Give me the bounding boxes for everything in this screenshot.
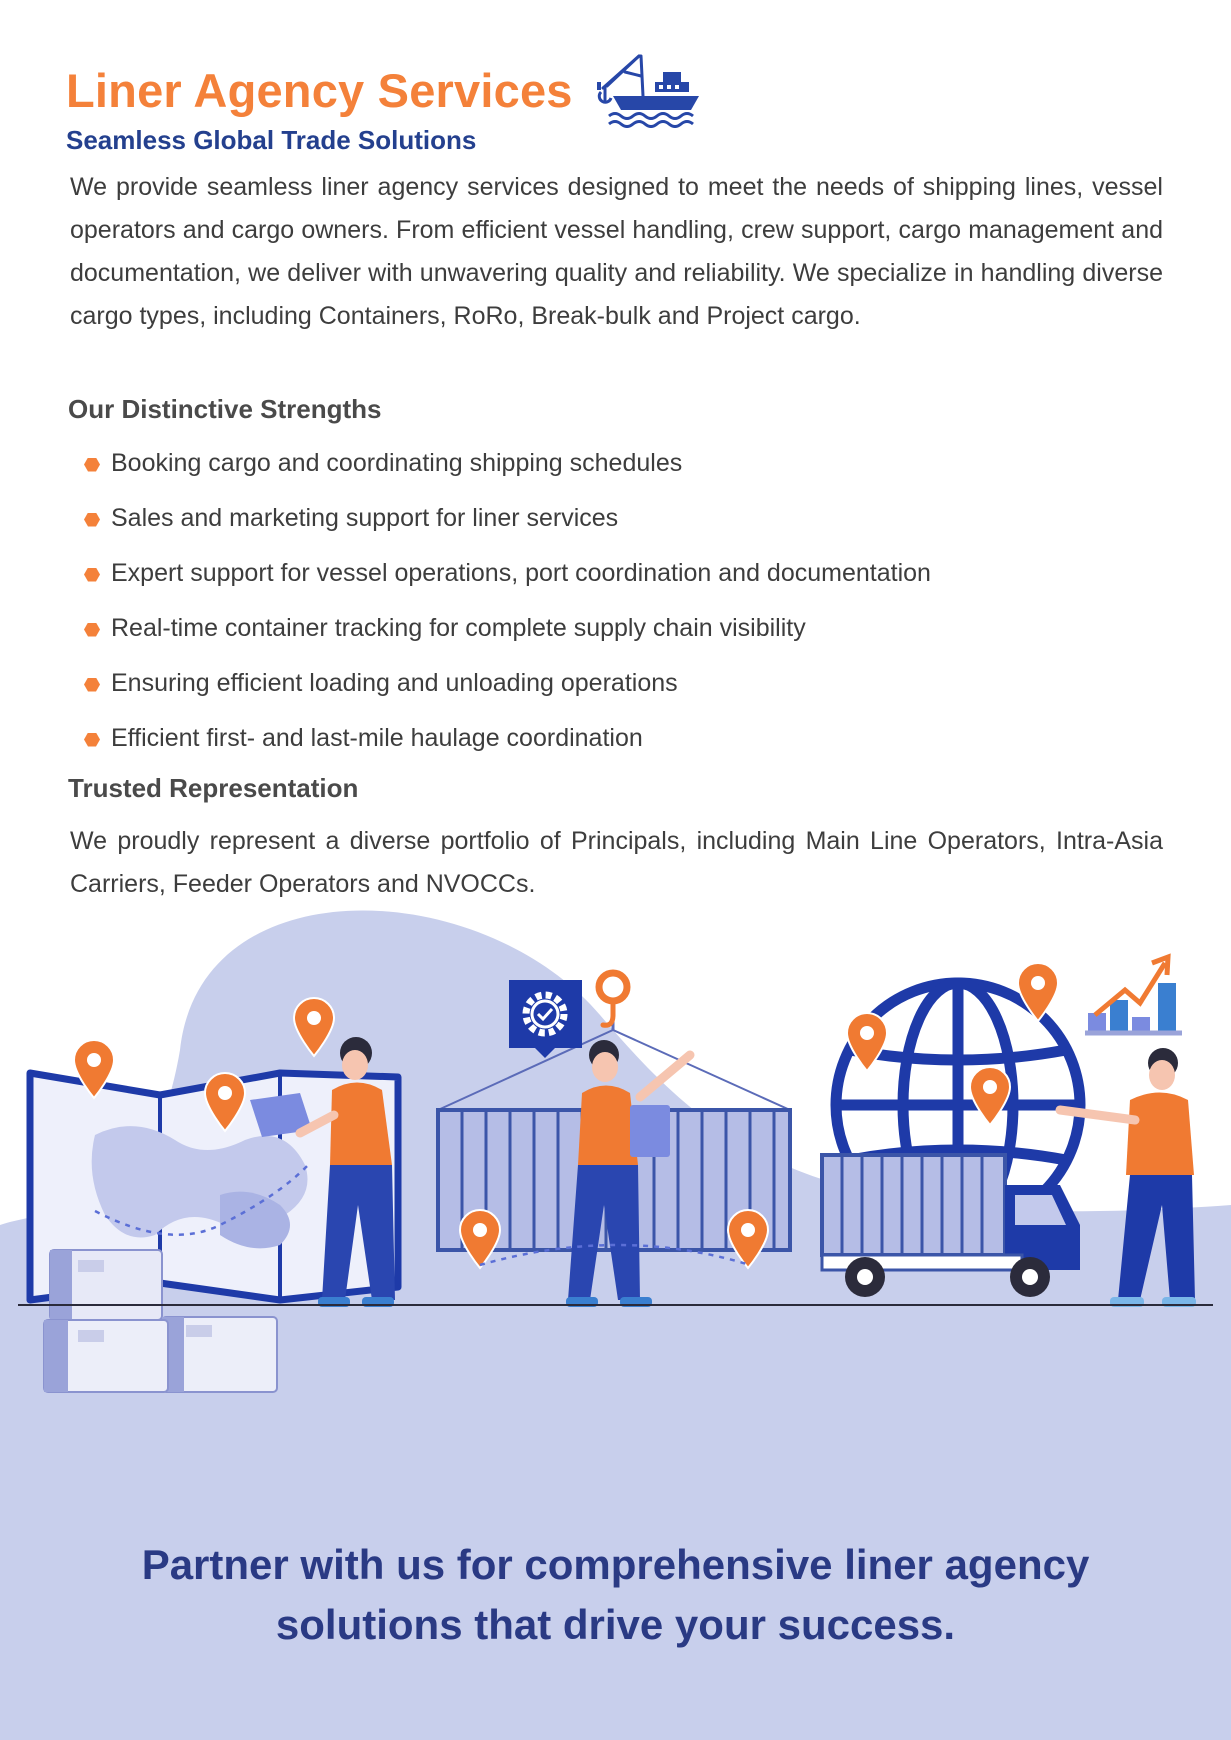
hexagon-bullet-icon [84,568,100,582]
list-item-text: Booking cargo and coordinating shipping schedules [111,449,683,477]
list-item [84,601,931,656]
hexagon-bullet-icon [84,513,100,527]
cta-line-2: solutions that drive your success. [275,1601,956,1648]
list-item-text: Ensuring efficient loading and unloading operations [111,669,678,697]
ship-crane-icon [595,52,701,128]
strengths-heading: Our Distinctive Strengths [68,394,382,424]
list-item [84,656,931,711]
hexagon-bullet-icon [84,623,100,637]
page-subtitle: Seamless Global Trade Solutions [66,125,477,155]
page-title: Liner Agency Services [66,63,573,117]
list-item-text: Sales and marketing support for liner services [111,504,619,532]
strengths-list [84,436,931,766]
list-item [84,436,931,491]
hexagon-bullet-icon [84,678,100,692]
cta-line-1: Partner with us for comprehensive liner agency [141,1541,1090,1588]
list-item-text: Real-time container tracking for complete supply chain visibility [111,614,806,642]
representation-heading: Trusted Representation [68,773,359,803]
cta-message [0,1535,1231,1655]
intro-paragraph: We provide seamless liner agency services designed to meet the needs of shipping lines, vessel operators and cargo owners. From efficient vessel handling, crew support, cargo management and documentation, we deliver with unwavering quality and reliability. We specialize in handling diverse cargo types, including Containers, RoRo, Break-bulk and Project cargo. [70,173,1163,330]
hexagon-bullet-icon [84,458,100,472]
list-item-text: Expert support for vessel operations, port coordination and documentation [111,559,931,587]
hexagon-bullet-icon [84,733,100,747]
representation-paragraph: We proudly represent a diverse portfolio of Principals, including Main Line Operators, Intra-Asia Carriers, Feeder Operators and NVOCCs. [70,827,1163,898]
list-item-text: Efficient first- and last-mile haulage coordination [111,724,643,752]
header [66,52,701,128]
list-item [84,491,931,546]
list-item [84,711,931,766]
growth-chart-icon [1085,957,1182,1033]
list-item [84,546,931,601]
gear-check-icon [509,980,582,1058]
